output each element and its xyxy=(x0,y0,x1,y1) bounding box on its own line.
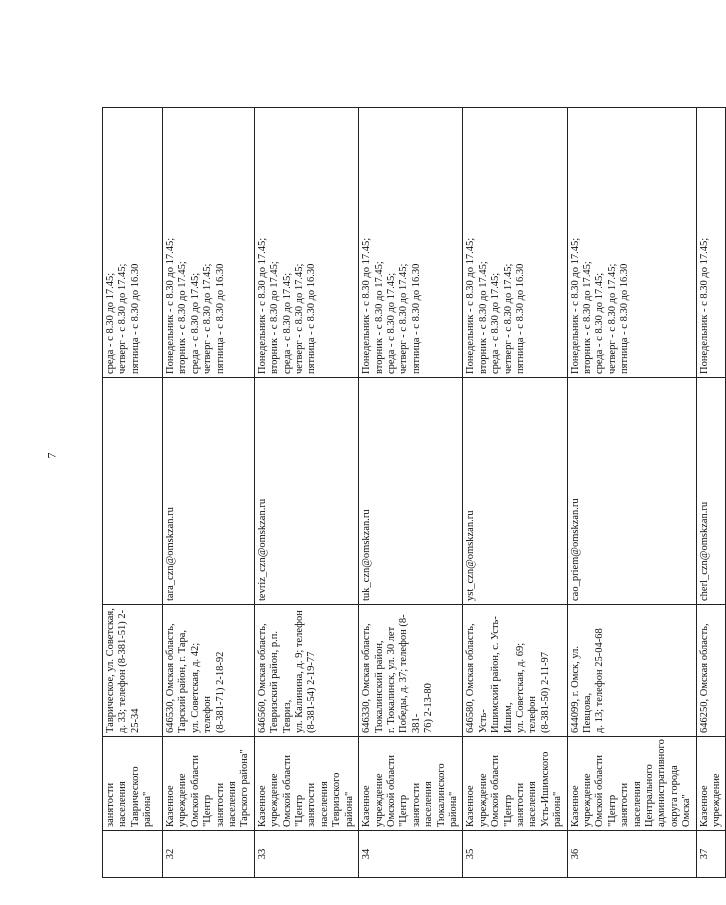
hours-line: вторник - с 8.30 до 17.45; xyxy=(177,261,189,374)
address-cell xyxy=(359,605,463,737)
address-line: д. 33; телефон (8-381-51) 2-25-34 xyxy=(117,609,141,733)
organization-name-cell xyxy=(103,737,163,831)
hours-line: вторник - с 8.30 до 17.45; xyxy=(477,261,489,374)
name-line: Таврического района" xyxy=(129,766,154,827)
rotated-table-container xyxy=(102,108,723,878)
employment-centers-table xyxy=(102,107,726,878)
hours-line: пятница - с 8.30 до 16.30 xyxy=(214,263,226,374)
name-line: Казенное учреждение xyxy=(698,773,723,827)
working-hours-cell xyxy=(359,108,463,378)
name-line: занятости населения xyxy=(410,781,435,827)
name-line: Казенное учреждение xyxy=(361,773,385,827)
hours-line: Понедельник - с 8.30 до 17.45; xyxy=(465,237,477,374)
address-line: Тевризский район, р.п. Тевриз, xyxy=(269,630,293,733)
hours-line: среда - с 8.30 до 17.45; xyxy=(281,272,293,374)
name-line: Омской области "Центр xyxy=(385,754,410,827)
hours-line: четверг - с 8.30 до 17.45; xyxy=(202,263,214,374)
address-line: Ишимский район, с. Усть-Ишим, xyxy=(490,616,514,733)
name-line: Омской области "Центр xyxy=(281,754,306,827)
name-line: округа города Омска" xyxy=(668,765,693,827)
organization-name-cell xyxy=(163,737,255,831)
email-line: tara_czn@omskzan.ru xyxy=(165,507,176,601)
table-row xyxy=(463,108,567,878)
hours-line: среда - с 8.30 до 17.45; xyxy=(385,272,397,374)
name-line: Казенное учреждение xyxy=(256,773,281,827)
hours-line: вторник - с 8.30 до 17.45; xyxy=(582,261,593,374)
email-cell xyxy=(359,378,463,605)
address-cell xyxy=(696,605,726,737)
hours-line: пятница - с 8.30 до 16.30 xyxy=(306,263,318,374)
address-line: г. Тюкалинск, ул. 30 лет xyxy=(385,626,397,733)
hours-line: вторник - с 8.30 до 17.45; xyxy=(373,261,385,374)
name-line: Центрального xyxy=(644,764,656,827)
working-hours-cell xyxy=(254,108,358,378)
name-line: Усть-Ишимского района" xyxy=(539,751,564,827)
name-line: Тевризского района" xyxy=(331,772,355,827)
working-hours-cell xyxy=(567,108,696,378)
email-line: cao_priem@omskzan.ru xyxy=(569,498,581,601)
organization-name-cell xyxy=(567,737,696,831)
address-line: Тюкалинский район, xyxy=(373,640,385,733)
address-line: Тарский район, г. Тара, xyxy=(177,629,189,733)
organization-name-cell xyxy=(696,737,726,831)
address-line: 646560, Омская область, xyxy=(256,623,268,733)
row-number-cell: 36 xyxy=(567,831,696,878)
hours-line: пятница - с 8.30 до 16.30 xyxy=(514,263,526,374)
address-line: 646330, Омская область, xyxy=(361,623,373,733)
address-cell xyxy=(463,605,567,737)
hours-line: четверг - с 8.30 до 17.45; xyxy=(117,263,129,374)
name-line: Казенное учреждение xyxy=(165,773,189,827)
table-row-continuation xyxy=(103,108,163,878)
hours-line: Понедельник - с 8.30 до 17.45; xyxy=(256,237,268,374)
address-cell xyxy=(254,605,358,737)
table-row xyxy=(254,108,358,878)
address-cell xyxy=(103,605,163,737)
organization-name-cell xyxy=(463,737,567,831)
name-line: Омской области "Центр xyxy=(490,754,514,827)
row-number-cell: 33 xyxy=(254,831,358,878)
name-line: Казенное учреждение xyxy=(569,773,593,827)
address-line: 76) 2-13-80 xyxy=(423,683,435,733)
address-line: 646530, Омская область, xyxy=(165,623,176,733)
page-number: 7 xyxy=(44,452,59,459)
hours-line: среда - с 8.30 до 17.45; xyxy=(490,272,502,374)
address-line: 644099, г. Омск, ул. Певцова, xyxy=(569,645,593,733)
name-line: занятости населения xyxy=(514,781,539,827)
email-line: tuk_czn@omskzan.ru xyxy=(361,509,373,601)
email-cell xyxy=(103,378,163,605)
name-line: Омской области "Центр xyxy=(189,754,214,827)
table-row xyxy=(359,108,463,878)
row-number-cell xyxy=(103,831,163,878)
name-line: административного xyxy=(656,739,668,827)
table-row xyxy=(696,108,726,878)
name-line: Тарского района" xyxy=(239,749,251,827)
address-line: (8-381-54) 2-19-77 xyxy=(306,651,318,733)
hours-line: среда - с 8.30 до 17.45; xyxy=(105,272,116,374)
name-line: Омской области "Центр xyxy=(594,754,618,827)
name-line: занятости населения xyxy=(214,781,239,827)
email-line: tevriz_czn@omskzan.ru xyxy=(256,498,268,601)
working-hours-cell xyxy=(463,108,567,378)
name-line: Казенное учреждение xyxy=(465,773,489,827)
hours-line: пятница - с 8.30 до 16.30 xyxy=(129,263,141,374)
email-line: cherl_czn@omskzan.ru xyxy=(698,501,710,601)
address-line: Победы, д. 37; телефон (8-381- xyxy=(398,614,422,733)
address-line: 646250, Омская область, xyxy=(698,623,710,733)
address-line: ул. Калинина, д. 9; телефон xyxy=(294,610,306,733)
address-line: (8-381-50) 2-11-97 xyxy=(539,652,551,733)
email-cell xyxy=(696,378,726,605)
address-line: ул. Советская, д. 42; телефон xyxy=(189,642,214,733)
hours-line: Понедельник - с 8.30 до 17.45; xyxy=(165,237,176,374)
row-number-cell: 35 xyxy=(463,831,567,878)
hours-line: четверг - с 8.30 до 17.45; xyxy=(294,263,306,374)
email-line: yst_czn@omskzan.ru xyxy=(465,510,477,601)
working-hours-cell xyxy=(103,108,163,378)
email-cell xyxy=(163,378,255,605)
address-cell xyxy=(567,605,696,737)
address-line: 646580, Омская область, Усть- xyxy=(465,623,489,733)
row-number-cell: 32 xyxy=(163,831,255,878)
table-row xyxy=(567,108,696,878)
address-line: д. 13; телефон 25-04-68 xyxy=(594,628,606,733)
address-cell xyxy=(163,605,255,737)
hours-line: Понедельник - с 8.30 до 17.45; xyxy=(698,237,710,374)
address-line: ул. Советская, д. 69; телефон xyxy=(514,642,539,733)
hours-line: четверг - с 8.30 до 17.45; xyxy=(502,263,514,374)
hours-line: пятница - с 8.30 до 16.30 xyxy=(410,263,422,374)
row-number-cell: 34 xyxy=(359,831,463,878)
name-line: занятости населения xyxy=(306,781,330,827)
hours-line: Понедельник - с 8.30 до 17.45; xyxy=(361,237,373,374)
name-line: занятости населения xyxy=(619,781,643,827)
name-line: занятости населения xyxy=(105,781,129,827)
email-cell xyxy=(463,378,567,605)
organization-name-cell xyxy=(254,737,358,831)
table-row xyxy=(163,108,255,878)
address-line: Таврическое, ул. Советская, xyxy=(105,608,116,733)
hours-line: четверг - с 8.30 до 17.45; xyxy=(398,263,410,374)
hours-line: вторник - с 8.30 до 17.45; xyxy=(269,261,281,374)
address-line: (8-381-71) 2-18-92 xyxy=(214,651,226,733)
row-number-cell: 37 xyxy=(696,831,726,878)
hours-line: пятница - с 8.30 до 16.30 xyxy=(619,263,631,374)
email-cell xyxy=(254,378,358,605)
hours-line: четверг - с 8.30 до 17.45; xyxy=(606,263,618,374)
name-line: Тюкалинского района" xyxy=(435,763,459,827)
working-hours-cell xyxy=(163,108,255,378)
email-cell xyxy=(567,378,696,605)
working-hours-cell xyxy=(696,108,726,378)
hours-line: Понедельник - с 8.30 до 17.45; xyxy=(569,237,581,374)
hours-line: среда - с 8.30 до 17.45; xyxy=(189,272,201,374)
organization-name-cell xyxy=(359,737,463,831)
hours-line: среда - с 8.30 до 17.45; xyxy=(594,272,606,374)
